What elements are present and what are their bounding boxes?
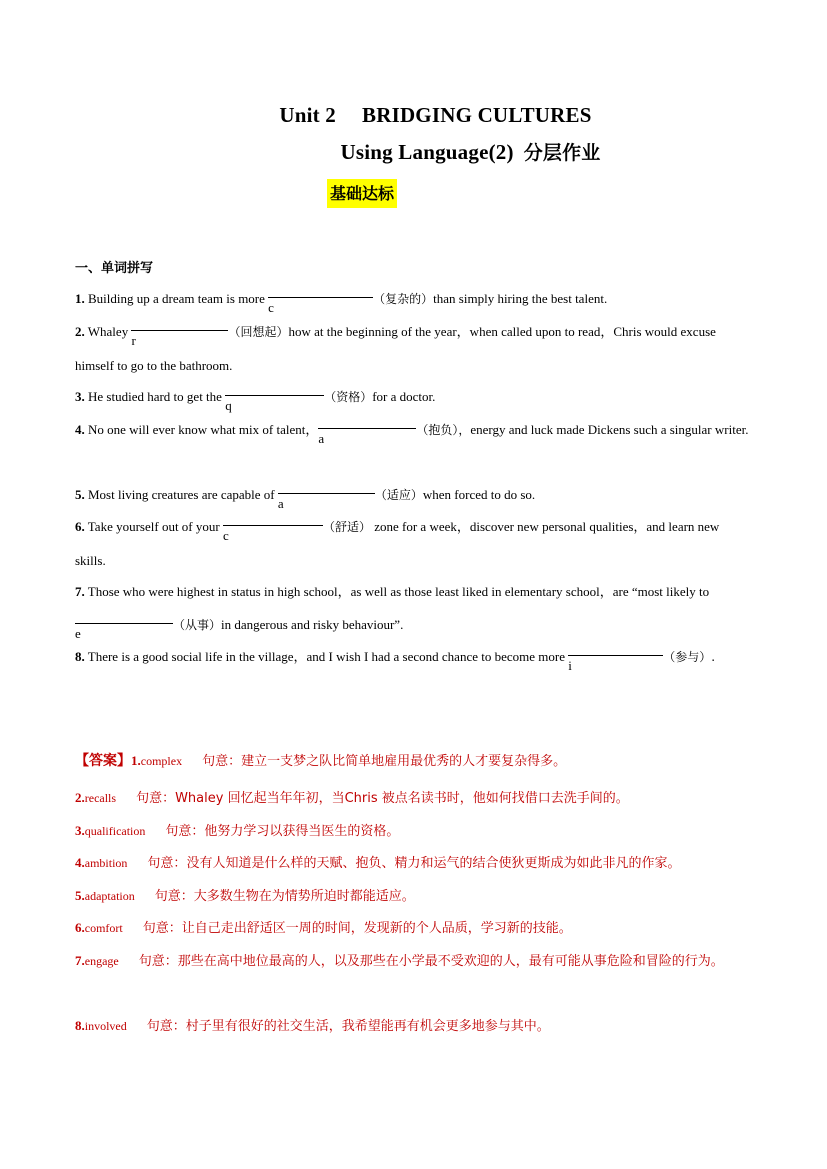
section-title: 一、单词拼写 — [75, 261, 154, 276]
answer-line: 7.engage 句意：那些在高中地位最高的人，以及那些在小学最不受欢迎的人，最有可能从事危险和冒险的行为。 — [75, 953, 724, 969]
answer-blank: e — [75, 608, 173, 624]
unit-name: BRIDGING CULTURES — [362, 103, 592, 127]
answer-line: 5.adaptation 句意：大多数生物在为情势所迫时都能适应。 — [75, 888, 415, 904]
answer-line: 6.comfort 句意：让自己走出舒适区一周的时间，发现新的个人品质，学习新的技能。 — [75, 920, 572, 936]
question: 4. No one will ever know what mix of talent，a（抱负），energy and luck made Dickens such a singular writer. — [75, 413, 752, 447]
answer-line: 4.ambition 句意：没有人知道是什么样的天赋、抱负、精力和运气的结合使狄更斯成为如此非凡的作家。 — [75, 855, 681, 871]
answer-line: 8.involved 句意：村子里有很好的社交生活，我希望能再有机会更多地参与其中。 — [75, 1018, 550, 1034]
answer-blank: c — [268, 282, 373, 298]
answer-line: 2.recalls 句意：Whaley 回忆起当年年初，当Chris 被点名读书时，他如何找借口去洗手间的。 — [75, 790, 629, 806]
question: 8. There is a good social life in the village，and I wish I had a second chance to become more i（参与）. — [75, 640, 752, 674]
question: 7. Those who were highest in status in high school，as well as those least liked in elementary school，are “most likely to e（从事）in dangerous and risky behaviour”. — [75, 584, 710, 641]
lesson-name: Using Language(2) — [340, 140, 514, 164]
unit-title — [0, 103, 827, 128]
lesson-cn: 分层作业 — [523, 142, 601, 164]
answer-blank: i — [568, 640, 663, 656]
answer-line: 【答案】1.complex 句意：建立一支梦之队比简单地雇用最优秀的人才要复杂得多。 — [75, 753, 567, 769]
question: 6. Take yourself out of your c（舒适） zone for a week，discover new personal qualities，and learn new skills. — [75, 510, 752, 577]
answer-blank: r — [131, 315, 228, 331]
question: 5. Most living creatures are capable of a（适应）when forced to do so. — [75, 478, 752, 512]
answer-line: 3.qualification 句意：他努力学习以获得当医生的资格。 — [75, 823, 400, 839]
level-badge: 基础达标 — [327, 179, 397, 208]
answer-blank: q — [225, 380, 324, 396]
lesson-title — [0, 138, 827, 165]
answer-blank: c — [223, 510, 323, 526]
question: 1. Building up a dream team is more c（复杂的）than simply hiring the best talent. — [75, 282, 752, 316]
question: 3. He studied hard to get the q（资格）for a doctor. — [75, 380, 752, 414]
answer-blank: a — [318, 413, 416, 429]
unit-number: Unit 2 — [279, 103, 336, 127]
answer-label: 【答案】 — [75, 753, 131, 769]
answer-blank: a — [278, 478, 375, 494]
question: 2. Whaley r（回想起）how at the beginning of the year，when called upon to read，Chris would excuse himself to go to the bathroom. — [75, 315, 752, 382]
